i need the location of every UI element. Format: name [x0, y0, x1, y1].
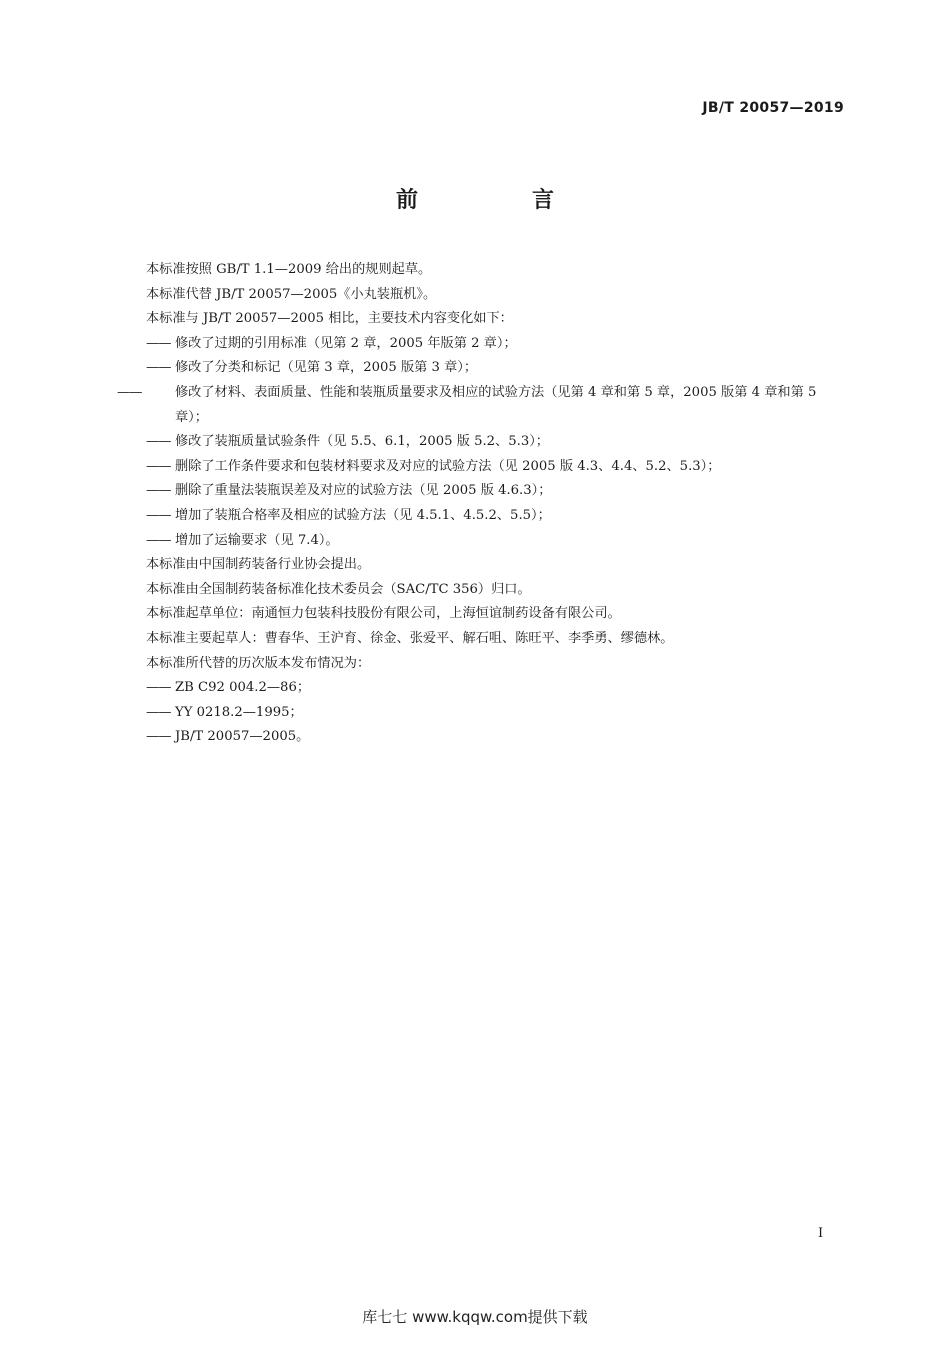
history-item	[146, 676, 846, 701]
change-item	[146, 504, 846, 529]
page-number: I	[818, 1226, 824, 1241]
dash: ——	[146, 434, 171, 450]
paragraph: 本标准主要起草人：曹春华、王沪育、徐金、张爱平、解石咀、陈旺平、李季勇、缪德林。	[146, 630, 674, 646]
dash: ——	[146, 360, 171, 376]
change-item	[146, 332, 846, 357]
paragraph: 本标准代替 JB/T 20057—2005《小丸装瓶机》。	[146, 286, 437, 302]
change-text: 删除了工作条件要求和包装材料要求及对应的试验方法（见 2005 版 4.3、4.4、5.2、5.3）；	[175, 458, 721, 474]
dash: ——	[146, 729, 171, 745]
change-item	[146, 356, 846, 381]
paragraph: 本标准起草单位：南通恒力包装科技股份有限公司，上海恒谊制药设备有限公司。	[146, 606, 621, 622]
change-text: 修改了分类和标记（见第 3 章，2005 版第 3 章）；	[175, 360, 478, 376]
dash: ——	[146, 680, 171, 696]
dash: ——	[146, 483, 171, 499]
change-text: 修改了装瓶质量试验条件（见 5.5、6.1，2005 版 5.2、5.3）；	[175, 434, 549, 450]
change-item	[146, 529, 846, 554]
change-item	[146, 430, 846, 455]
change-item	[146, 455, 846, 480]
change-text: 修改了过期的引用标准（见第 2 章，2005 年版第 2 章）；	[175, 335, 517, 351]
paragraph: 本标准由全国制药装备标准化技术委员会（SAC/TC 356）归口。	[146, 581, 531, 597]
page-title: 前 言	[395, 188, 600, 213]
paragraph: 本标准与 JB/T 20057—2005 相比，主要技术内容变化如下：	[146, 311, 513, 327]
paragraph: 本标准按照 GB/T 1.1—2009 给出的规则起草。	[146, 262, 432, 277]
dash: ——	[146, 704, 171, 720]
history-text: ZB C92 004.2—86；	[175, 680, 311, 696]
download-footer: 库七七 www.kqqw.com提供下载	[362, 1308, 588, 1326]
dash: ——	[146, 532, 171, 548]
paragraph: 本标准由中国制药装备行业协会提出。	[146, 557, 371, 573]
history-text: YY 0218.2—1995；	[175, 704, 303, 720]
dash: ——	[146, 458, 171, 474]
change-item	[117, 381, 846, 430]
change-text: 修改了材料、表面质量、性能和装瓶质量要求及相应的试验方法（见第 4 章和第 5 章，2005 版第 4 章和第 5 章）；	[175, 384, 817, 425]
dash: ——	[146, 507, 171, 523]
change-text: 增加了装瓶合格率及相应的试验方法（见 4.5.1、4.5.2、5.5）；	[175, 507, 551, 523]
history-item	[146, 701, 846, 726]
change-item	[146, 479, 846, 504]
history-text: JB/T 20057—2005。	[175, 729, 310, 745]
dash: ——	[146, 335, 171, 351]
standard-code: JB/T 20057—2019	[702, 100, 844, 116]
paragraph: 本标准所代替的历次版本发布情况为：	[146, 655, 371, 671]
foreword-body	[117, 258, 846, 750]
history-item	[146, 725, 846, 750]
dash: ——	[117, 384, 142, 400]
change-text: 删除了重量法装瓶误差及对应的试验方法（见 2005 版 4.6.3）；	[175, 483, 552, 499]
change-text: 增加了运输要求（见 7.4）。	[175, 532, 339, 548]
